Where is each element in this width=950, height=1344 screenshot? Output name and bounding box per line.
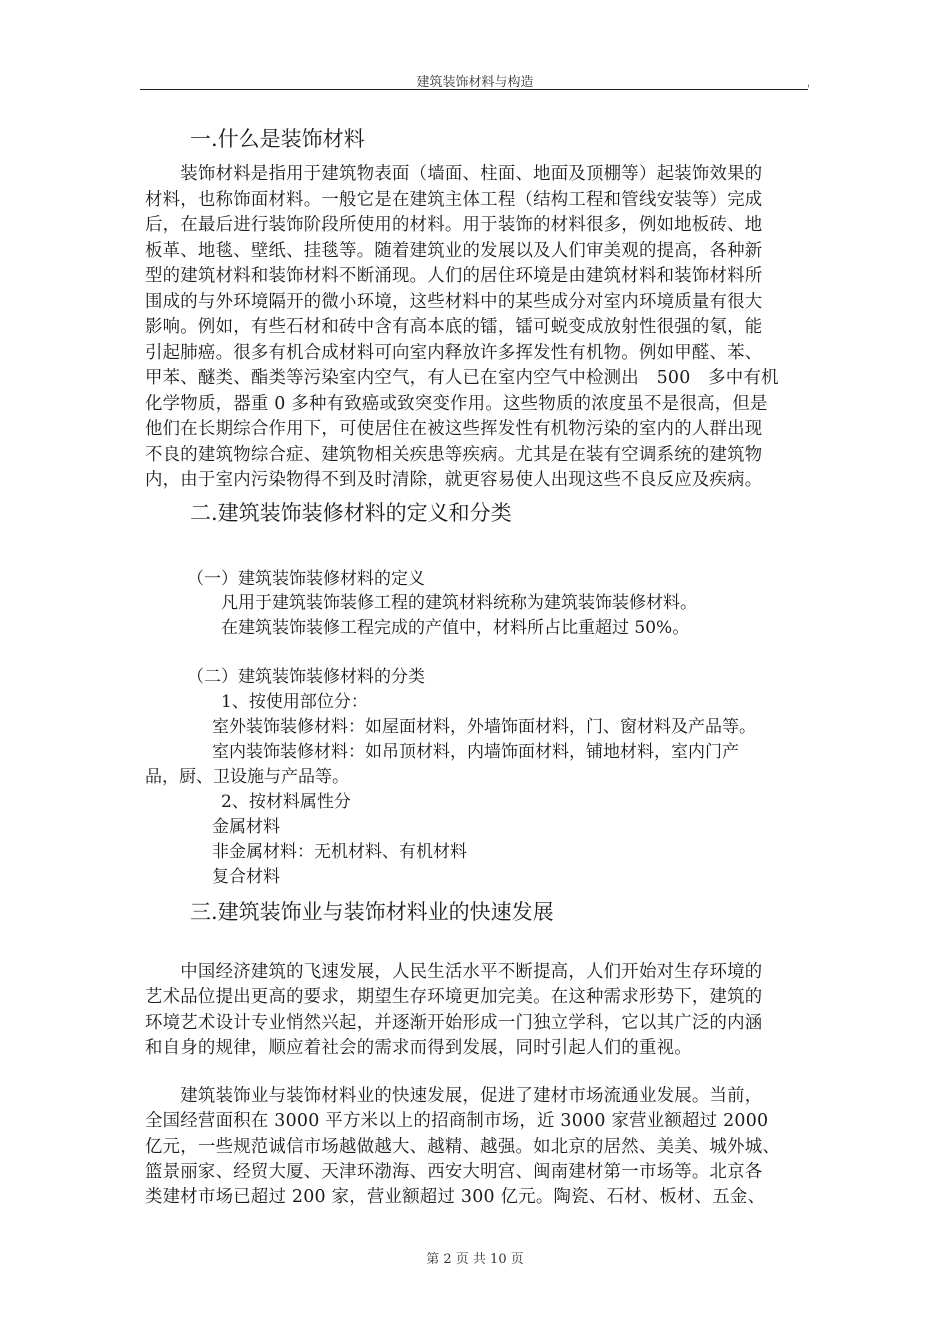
composite-materials: 复合材料 <box>212 867 280 887</box>
paragraph-line: 围成的与外环境隔开的微小环境，这些材料中的某些成分对室内环境质量有很大 <box>145 291 763 312</box>
subsection-title-definition: （一）建筑装饰装修材料的定义 <box>187 569 425 589</box>
paragraph-line: 影响。例如，有些石材和砖中含有高本底的镭，镭可蜕变成放射性很强的氡，能 <box>145 317 763 337</box>
exterior-materials: 室外装饰装修材料：如屋面材料，外墙饰面材料，门、窗材料及产品等。 <box>212 717 756 737</box>
interior-materials: 室内装饰装修材料：如吊顶材料，内墙饰面材料，铺地材料，室内门产 <box>212 742 739 762</box>
section-3-paragraph-2 <box>145 1084 810 1210</box>
definition-line: 凡用于建筑装饰装修工程的建筑材料统称为建筑装饰装修材料。 <box>221 593 697 613</box>
paragraph-line: 板革、地毯、壁纸、挂毯等。随着建筑业的发展以及人们审美观的提高，各种新 <box>145 240 763 261</box>
paragraph-line: 建筑装饰业与装饰材料业的快速发展，促进了建材市场流通业发展。当前， <box>145 1086 763 1106</box>
paragraph-mark: ' <box>807 84 810 95</box>
header-rule <box>140 89 808 90</box>
section-3-paragraph-1 <box>145 960 810 1061</box>
paragraph-line: 内，由于室内污染物得不到及时清除，就更容易使人出现这些不良反应及疾病。 <box>145 470 763 490</box>
paragraph-line: 篮景丽家、经贸大厦、天津环渤海、西安大明宫、闽南建材第一市场等。北京各 <box>145 1161 763 1182</box>
paragraph-line: 他们在长期综合作用下，可使居住在被这些挥发性有机物污染的室内的人群出现 <box>145 419 763 439</box>
paragraph-line: 环境艺术设计专业悄然兴起，并逐渐开始形成一门独立学科，它以其广泛的内涵 <box>145 1012 763 1033</box>
definition-line: 在建筑装饰装修工程完成的产值中，材料所占比重超过 50%。 <box>221 618 690 638</box>
page-number-footer: 第 2 页 共 10 页 <box>426 1252 524 1267</box>
paragraph-line: 中国经济建筑的飞速发展，人民生活水平不断提高，人们开始对生存环境的 <box>145 962 763 982</box>
paragraph-line: 引起肺癌。很多有机合成材料可向室内释放许多挥发性有机物。例如甲醛、苯、 <box>145 342 763 363</box>
paragraph-line: 化学物质，器重 0 多种有致癌或致突变作用。这些物质的浓度虽不是很高，但是 <box>145 393 768 414</box>
section-heading-1: 一.什么是装饰材料 <box>190 127 365 151</box>
interior-materials-cont: 品，厨、卫设施与产品等。 <box>145 767 349 787</box>
paragraph-line: 甲苯、醚类、酯类等污染室内空气，有人已在室内空气中检测出 500 多中有机 <box>145 368 779 388</box>
paragraph-line: 艺术品位提出更高的要求，期望生存环境更加完美。在这种需求形势下，建筑的 <box>145 987 763 1008</box>
paragraph-line: 类建材市场已超过 200 家，营业额超过 300 亿元。陶瓷、石材、板材、五金、 <box>145 1187 766 1208</box>
paragraph-line: 全国经营面积在 3000 平方米以上的招商制市场，近 3000 家营业额超过 2000 <box>145 1111 769 1132</box>
paragraph-line: 后，在最后进行装饰阶段所使用的材料。用于装饰的材料很多，例如地板砖、地 <box>145 215 763 235</box>
paragraph-line: 型的建筑材料和装饰材料不断涌现。人们的居住环境是由建筑材料和装饰材料所 <box>145 266 763 286</box>
classification-by-use: 1、按使用部位分： <box>221 692 368 712</box>
paragraph-line: 不良的建筑物综合症、建筑物相关疾患等疾病。尤其是在装有空调系统的建筑物 <box>145 444 763 465</box>
paragraph-line: 材料，也称饰面材料。一般它是在建筑主体工程（结构工程和管线安装等）完成 <box>145 189 763 210</box>
paragraph-line: 和自身的规律，顺应着社会的需求而得到发展，同时引起人们的重视。 <box>145 1037 692 1058</box>
paragraph-line: 装饰材料是指用于建筑物表面（墙面、柱面、地面及顶棚等）起装饰效果的 <box>145 164 763 184</box>
section-heading-3: 三.建筑装饰业与装饰材料业的快速发展 <box>190 900 554 924</box>
metal-materials: 金属材料 <box>212 817 280 837</box>
paragraph-line: 亿元，一些规范诚信市场越做越大、越精、越强。如北京的居然、美美、城外城、 <box>145 1136 781 1157</box>
classification-by-property: 2、按材料属性分 <box>221 792 351 812</box>
running-header: 建筑装饰材料与构造 <box>416 75 534 90</box>
subsection-title-classification: （二）建筑装饰装修材料的分类 <box>187 667 425 687</box>
nonmetal-materials: 非金属材料：无机材料、有机材料 <box>212 842 467 862</box>
section-heading-2: 二.建筑装饰装修材料的定义和分类 <box>190 501 512 525</box>
section-1-paragraph <box>145 162 810 494</box>
